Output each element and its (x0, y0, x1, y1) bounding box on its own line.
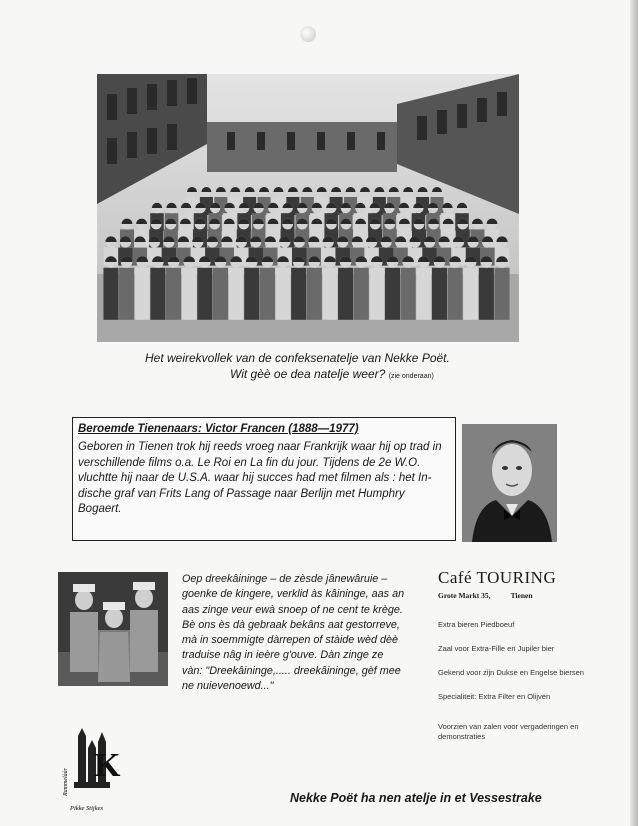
footer-caption: Nekke Poët ha nen atelje in et Vessestrake (290, 791, 542, 805)
group-photo (97, 74, 519, 342)
group-photo-caption: Het weirekvollek van de confeksenatelje van Nekke Poët. (145, 351, 450, 365)
poem-line: vàn: "Dreekâininge,..... dreekâininge, gèf mee (182, 664, 401, 677)
famous-line: verschillende films o.a. Le Roi en La fin du jour. Tijdens de 2e W.O. (78, 456, 421, 469)
portrait-photo (462, 424, 557, 542)
famous-text (78, 440, 450, 518)
cafe-item: Gekend voor zijn Dukse en Engelse biersen (438, 668, 584, 677)
famous-title: Beroemde Tienenaars: Victor Francen (1888—1977) (78, 423, 359, 435)
svg-text:Rammelààr: Rammelààr (63, 768, 69, 796)
poem-line: aas zinge veur ewà snoep of ne cent te krège. (182, 603, 403, 616)
punch-hole (300, 26, 316, 42)
poem-line: goenke de kingere, verklid às kâininge, aas an (182, 588, 405, 601)
cafe-item: Voorzien van zalen voor vergaderingen en demonstraties (438, 722, 579, 741)
cafe-city: Tienen (510, 591, 533, 600)
svg-text:Pikke Stijkes: Pikke Stijkes (70, 805, 104, 812)
famous-line: Geboren in Tienen trok hij reeds vroeg naar Frankrijk waar hij op trad in (78, 441, 442, 453)
kids-photo (58, 572, 168, 686)
page-edge (630, 0, 638, 826)
cafe-advertisement (438, 568, 588, 742)
poem-line: mà in soemmigte dàrrepen of stàide wèd dèè (182, 634, 399, 647)
dreekaininge-text (182, 572, 422, 694)
cafe-item: Zaal voor Extra-Fille en Jupiler bier (438, 644, 555, 653)
cafe-item: Extra bieren Piedboeuf (438, 620, 515, 629)
famous-line: vluchtte hij naar de U.S.A. waar hij succes had met filmen als : het In- (78, 472, 432, 484)
cafe-name: Café TOURING (438, 568, 557, 587)
cafe-item: Specialiteit: Extra Filter en Olijven (438, 692, 551, 701)
poem-line: Bè ons ès dà gebraak bekâns aat gestorreve, (182, 618, 400, 631)
caption-note: (zie onderaan) (388, 373, 434, 380)
poem-line: traduise nâg in ieère g'ouve. Dàn zinge ze (182, 649, 384, 662)
rammelaar-logo (58, 726, 128, 814)
poem-line: ne nuievenoewd..." (182, 680, 274, 693)
svg-text:K: K (94, 747, 121, 784)
group-photo-question: Wit gèè oe dea natelje weer? (zie onderaan) (230, 367, 434, 381)
famous-person-box (72, 417, 456, 541)
poem-line: Oep dreekâininge – de zèsde jânewâruie – (182, 573, 388, 585)
cafe-address: Grote Markt 35, Tienen (438, 591, 533, 600)
famous-line: dische graf van Frits Lang of Passage naar Berlijn met Humphry Bogaert. (78, 487, 405, 515)
